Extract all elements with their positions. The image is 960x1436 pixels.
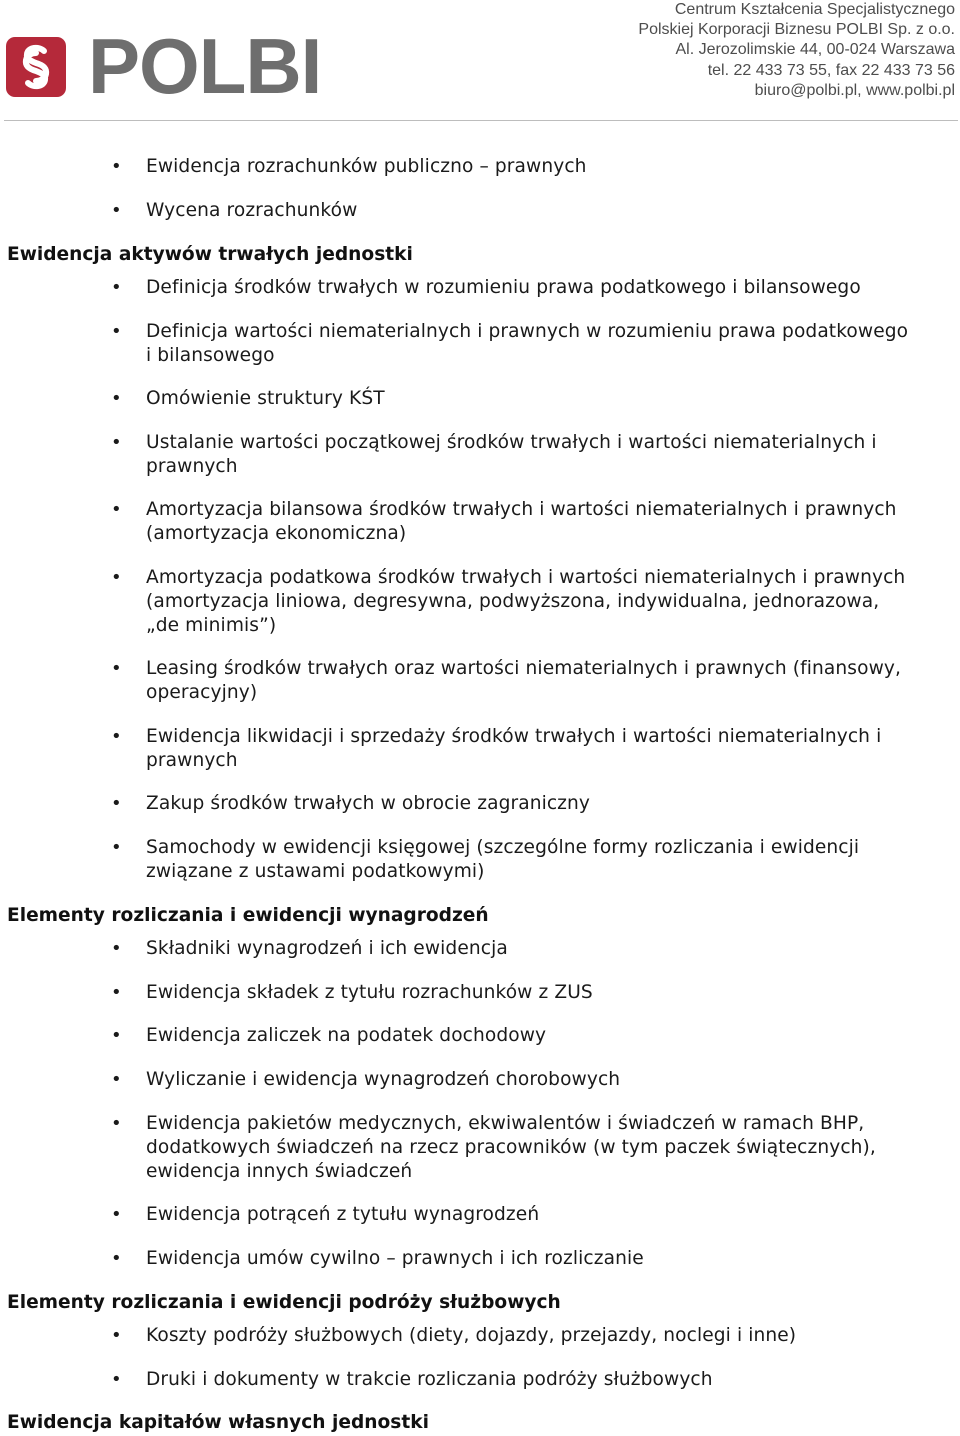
list-item-text: Ewidencja pakietów medycznych, ekwiwalentów i świadczeń w ramach BHP,: [146, 1113, 865, 1134]
bullet: •: [111, 200, 122, 221]
bullet: •: [111, 1069, 122, 1090]
list-item-text: Druki i dokumenty w trakcie rozliczania podróży służbowych: [146, 1369, 713, 1390]
bullet: •: [111, 837, 122, 858]
bullet: •: [111, 938, 122, 959]
bullet: •: [111, 1204, 122, 1225]
list-item-text: Ewidencja zaliczek na podatek dochodowy: [146, 1025, 547, 1046]
section-heading: Ewidencja kapitałów własnych jednostki: [7, 1412, 429, 1433]
page-header: [0, 0, 960, 122]
list-item-text: (amortyzacja ekonomiczna): [146, 523, 407, 544]
contact-line-3: Al. Jerozolimskie 44, 00-024 Warszawa: [675, 41, 955, 59]
list-item-text: Ewidencja potrąceń z tytułu wynagrodzeń: [146, 1204, 540, 1225]
list-item-text: Ewidencja umów cywilno – prawnych i ich rozliczanie: [146, 1248, 644, 1269]
contact-line-5: biuro@polbi.pl, www.polbi.pl: [754, 81, 955, 99]
list-item-text: prawnych: [146, 750, 238, 771]
list-item-text: prawnych: [146, 456, 238, 477]
section-heading: Ewidencja aktywów trwałych jednostki: [7, 244, 413, 265]
bullet: •: [111, 277, 122, 298]
list-item-text: Koszty podróży służbowych (diety, dojazdy, przejazdy, noclegi i inne): [146, 1325, 797, 1346]
list-item-text: dodatkowych świadczeń na rzecz pracowników (w tym paczek świątecznych),: [146, 1137, 876, 1158]
contact-block: [535, 0, 955, 101]
list-item-text: (amortyzacja liniowa, degresywna, podwyższona, indywidualna, jednorazowa,: [146, 591, 880, 612]
contact-line-2: Polskiej Korporacji Biznesu POLBI Sp. z o.o.: [638, 21, 955, 39]
bullet: •: [111, 1325, 122, 1346]
contact-line-4: tel. 22 433 73 55, fax 22 433 73 56: [707, 61, 955, 79]
bullet: •: [111, 321, 122, 342]
list-item-text: Amortyzacja bilansowa środków trwałych i wartości niematerialnych i prawnych: [146, 499, 897, 520]
bullet: •: [111, 982, 122, 1003]
list-item-text: Leasing środków trwałych oraz wartości niematerialnych i prawnych (finansowy,: [146, 658, 901, 679]
list-item-text: Ewidencja rozrachunków publiczno – prawnych: [146, 156, 587, 177]
bullet: •: [111, 1025, 122, 1046]
bullet: •: [111, 1369, 122, 1390]
header-divider: [4, 120, 958, 121]
list-item-text: Zakup środków trwałych w obrocie zagraniczny: [146, 793, 591, 814]
list-item-text: operacyjny): [146, 682, 258, 703]
list-item-text: i bilansowego: [146, 345, 275, 366]
list-item-text: Ewidencja składek z tytułu rozrachunków z ZUS: [146, 982, 593, 1003]
section-heading: Elementy rozliczania i ewidencji podróży służbowych: [7, 1292, 561, 1313]
bullet: •: [111, 432, 122, 453]
list-item-text: Amortyzacja podatkowa środków trwałych i wartości niematerialnych i prawnych: [146, 567, 906, 588]
list-item-text: Omówienie struktury KŚT: [146, 388, 385, 409]
bullet: •: [111, 658, 122, 679]
list-item-text: „de minimis”): [146, 615, 277, 636]
polbi-logo-icon: [6, 37, 66, 97]
list-item-text: Wycena rozrachunków: [146, 200, 358, 221]
list-item-text: Definicja środków trwałych w rozumieniu prawa podatkowego i bilansowego: [146, 277, 861, 298]
bullet: •: [111, 1248, 122, 1269]
list-item-text: związane z ustawami podatkowymi): [146, 861, 485, 882]
bullet: •: [111, 499, 122, 520]
bullet: •: [111, 726, 122, 747]
polbi-wordmark: POLBI: [88, 22, 322, 110]
bullet: •: [111, 388, 122, 409]
list-item-text: Składniki wynagrodzeń i ich ewidencja: [146, 938, 508, 959]
list-item-text: Samochody w ewidencji księgowej (szczególne formy rozliczania i ewidencji: [146, 837, 860, 858]
list-item-text: Ewidencja likwidacji i sprzedaży środków trwałych i wartości niematerialnych i: [146, 726, 882, 747]
contact-line-1: Centrum Kształcenia Specjalistycznego: [674, 1, 955, 18]
bullet: •: [111, 793, 122, 814]
list-item-text: ewidencja innych świadczeń: [146, 1161, 413, 1182]
list-item-text: Ustalanie wartości początkowej środków trwałych i wartości niematerialnych i: [146, 432, 877, 453]
list-item-text: Definicja wartości niematerialnych i prawnych w rozumieniu prawa podatkowego: [146, 321, 909, 342]
section-heading: Elementy rozliczania i ewidencji wynagrodzeń: [7, 905, 489, 926]
bullet: •: [111, 156, 122, 177]
list-item-text: Wyliczanie i ewidencja wynagrodzeń chorobowych: [146, 1069, 621, 1090]
bullet: •: [111, 1113, 122, 1134]
bullet: •: [111, 567, 122, 588]
